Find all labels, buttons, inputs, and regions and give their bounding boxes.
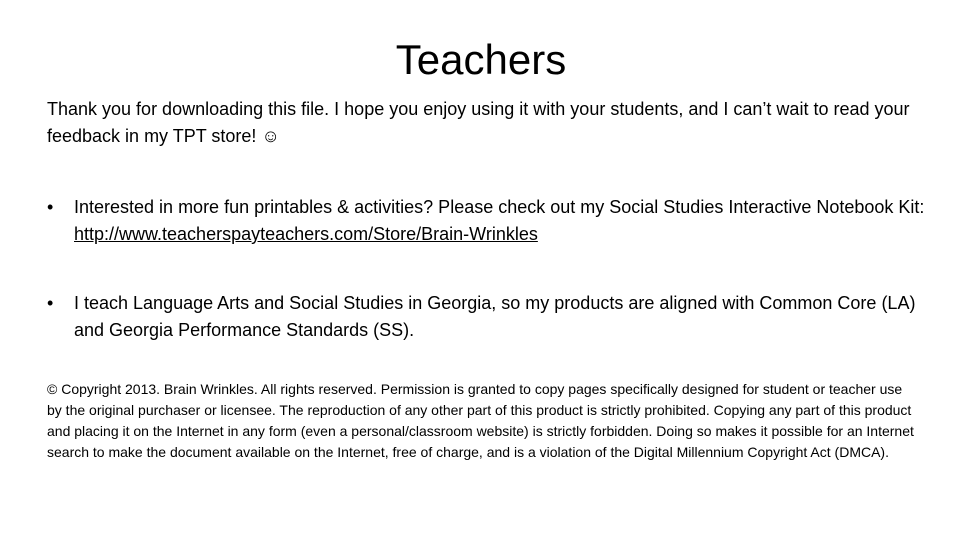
page-title: Teachers <box>395 36 567 83</box>
bullet-text <box>74 194 927 248</box>
bullet-item-notebook-kit <box>47 194 927 248</box>
copyright-notice: © Copyright 2013. Brain Wrinkles. All rights reserved. Permission is granted to copy pages specifically designed for student or teacher use by the original purchaser or licensee. The reproduction of any other part of this product is strictly prohibited. Copying any part of this product and placing it on the Internet in any form (even a personal/classroom website) is strictly forbidden. Doing so makes it possible for an Internet search to make the document available on the Internet, free of charge, and is a violation of the Digital Millennium Copyright Act (DMCA). <box>47 381 914 460</box>
intro-text: Thank you for downloading this file. I hope you enjoy using it with your students, and I can’t wait to read your feedback in my TPT store! <box>47 99 910 146</box>
bullet-dot: • <box>47 293 54 313</box>
bullet-text: I teach Language Arts and Social Studies in Georgia, so my products are aligned with Common Core (LA) and Georgia Performance Standards (SS). <box>74 293 916 340</box>
smiley-icon: ☺ <box>261 126 280 146</box>
bullet-item-standards <box>47 290 927 344</box>
store-link[interactable]: http://www.teacherspayteachers.com/Store/Brain-Wrinkles <box>74 224 538 244</box>
bullet-dot: • <box>47 197 54 217</box>
intro-paragraph <box>47 96 927 150</box>
bullet-text-body: Interested in more fun printables & activities? Please check out my Social Studies Interactive Notebook Kit: <box>74 197 925 217</box>
